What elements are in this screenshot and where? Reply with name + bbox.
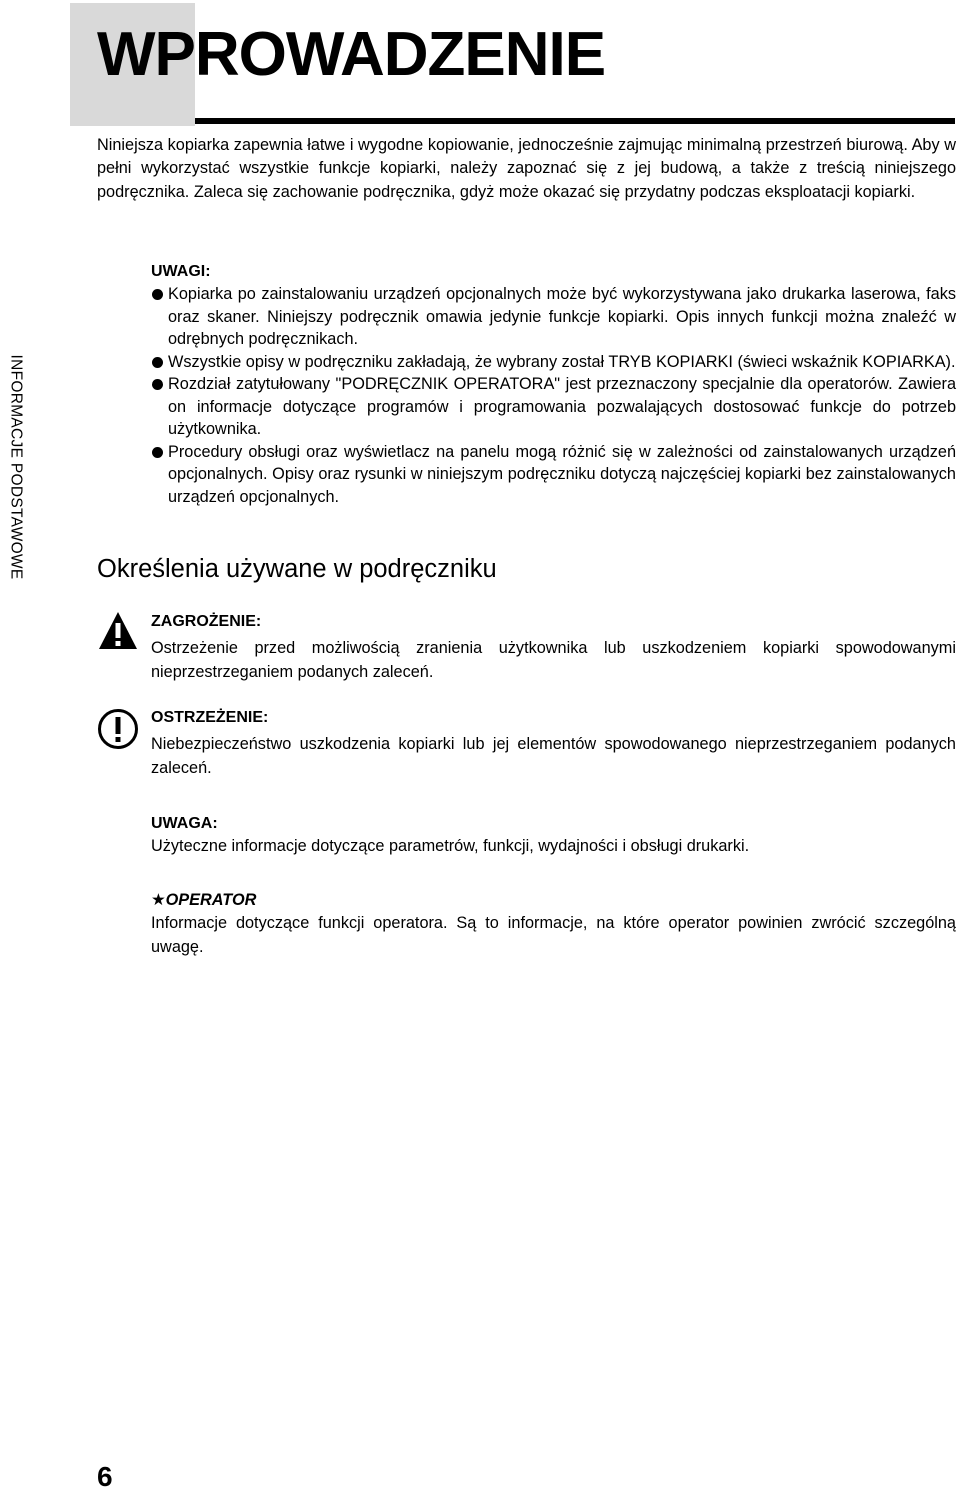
caution-text: Niebezpieczeństwo uszkodzenia kopiarki lub jej elementów spowodowanego nieprzestrzeganiem podanych zaleceń. <box>151 735 956 777</box>
caution-block <box>151 706 956 780</box>
operator-text: Informacje dotyczące funkcji operatora. Są to informacje, na które operator powinien zwrócić szczególną uwagę. <box>151 914 956 956</box>
notes-item: Kopiarka po zainstalowaniu urządzeń opcjonalnych może być wykorzystywana jako drukarka laserowa, faks oraz skaner. Niniejszy podręcznik omawia jedynie funkcje kopiarki. Opis innych funkcji można znaleźć w odrębnych podręcznikach. <box>151 283 956 351</box>
bullet-icon <box>152 289 163 300</box>
operator-heading: ★OPERATOR <box>151 891 257 909</box>
note-text: Użyteczne informacje dotyczące parametrów, funkcji, wydajności i obsługi drukarki. <box>151 837 750 855</box>
exclamation-circle-icon <box>97 708 139 750</box>
side-tab-label: INFORMACJE PODSTAWOWE <box>7 354 25 580</box>
bullet-icon <box>152 379 163 390</box>
warning-triangle-icon <box>97 610 139 652</box>
caution-heading: OSTRZEŻENIE: <box>151 709 269 726</box>
notes-item: Procedury obsługi oraz wyświetlacz na panelu mogą różnić się w zależności od zainstalowanych urządzeń opcjonalnych. Opisy oraz rysunki w niniejszym podręczniku dotyczą najczęściej kopiarki bez zainstalowanych urządzeń opcjonalnych. <box>151 441 956 509</box>
intro-paragraph: Niniejsza kopiarka zapewnia łatwe i wygodne kopiowanie, jednocześnie zajmując minimalną przestrzeń biurową. Aby w pełni wykorzystać wszystkie funkcje kopiarki, należy zapoznać się z jej budową, a także z treścią niniejszego podręcznika. Zaleca się zachowanie podręcznika, gdyż może okazać się przydatny podczas eksploatacji kopiarki. <box>97 136 956 201</box>
danger-heading: ZAGROŻENIE: <box>151 613 262 630</box>
notes-heading: UWAGI: <box>151 263 211 280</box>
star-icon: ★ <box>151 891 166 909</box>
operator-block <box>151 889 956 959</box>
notes-item: Rozdział zatytułowany "PODRĘCZNIK OPERATORA" jest przeznaczony specjalnie dla operatorów. Zawiera on informacje dotyczące programów i programowania pozwalających dostosować funkcje do potrzeb użytkownika. <box>151 373 956 441</box>
page-number: 6 <box>97 1461 113 1492</box>
terms-section-title: Określenia używane w podręczniku <box>97 555 497 583</box>
note-heading: UWAGA: <box>151 815 218 832</box>
page-title: WPROWADZENIE <box>97 20 606 89</box>
note-block <box>151 812 956 859</box>
notes-box <box>151 260 956 508</box>
notes-item: Wszystkie opisy w podręczniku zakładają, że wybrany został TRYB KOPIARKI (świeci wskaźnik KOPIARKA). <box>151 351 956 374</box>
bullet-icon <box>152 447 163 458</box>
bullet-icon <box>152 357 163 368</box>
danger-block <box>151 610 956 684</box>
title-underline-rule <box>195 118 955 124</box>
danger-text: Ostrzeżenie przed możliwością zranienia użytkownika lub uszkodzeniem kopiarki spowodowanymi nieprzestrzeganiem podanych zaleceń. <box>151 639 956 681</box>
notes-list <box>151 283 956 508</box>
